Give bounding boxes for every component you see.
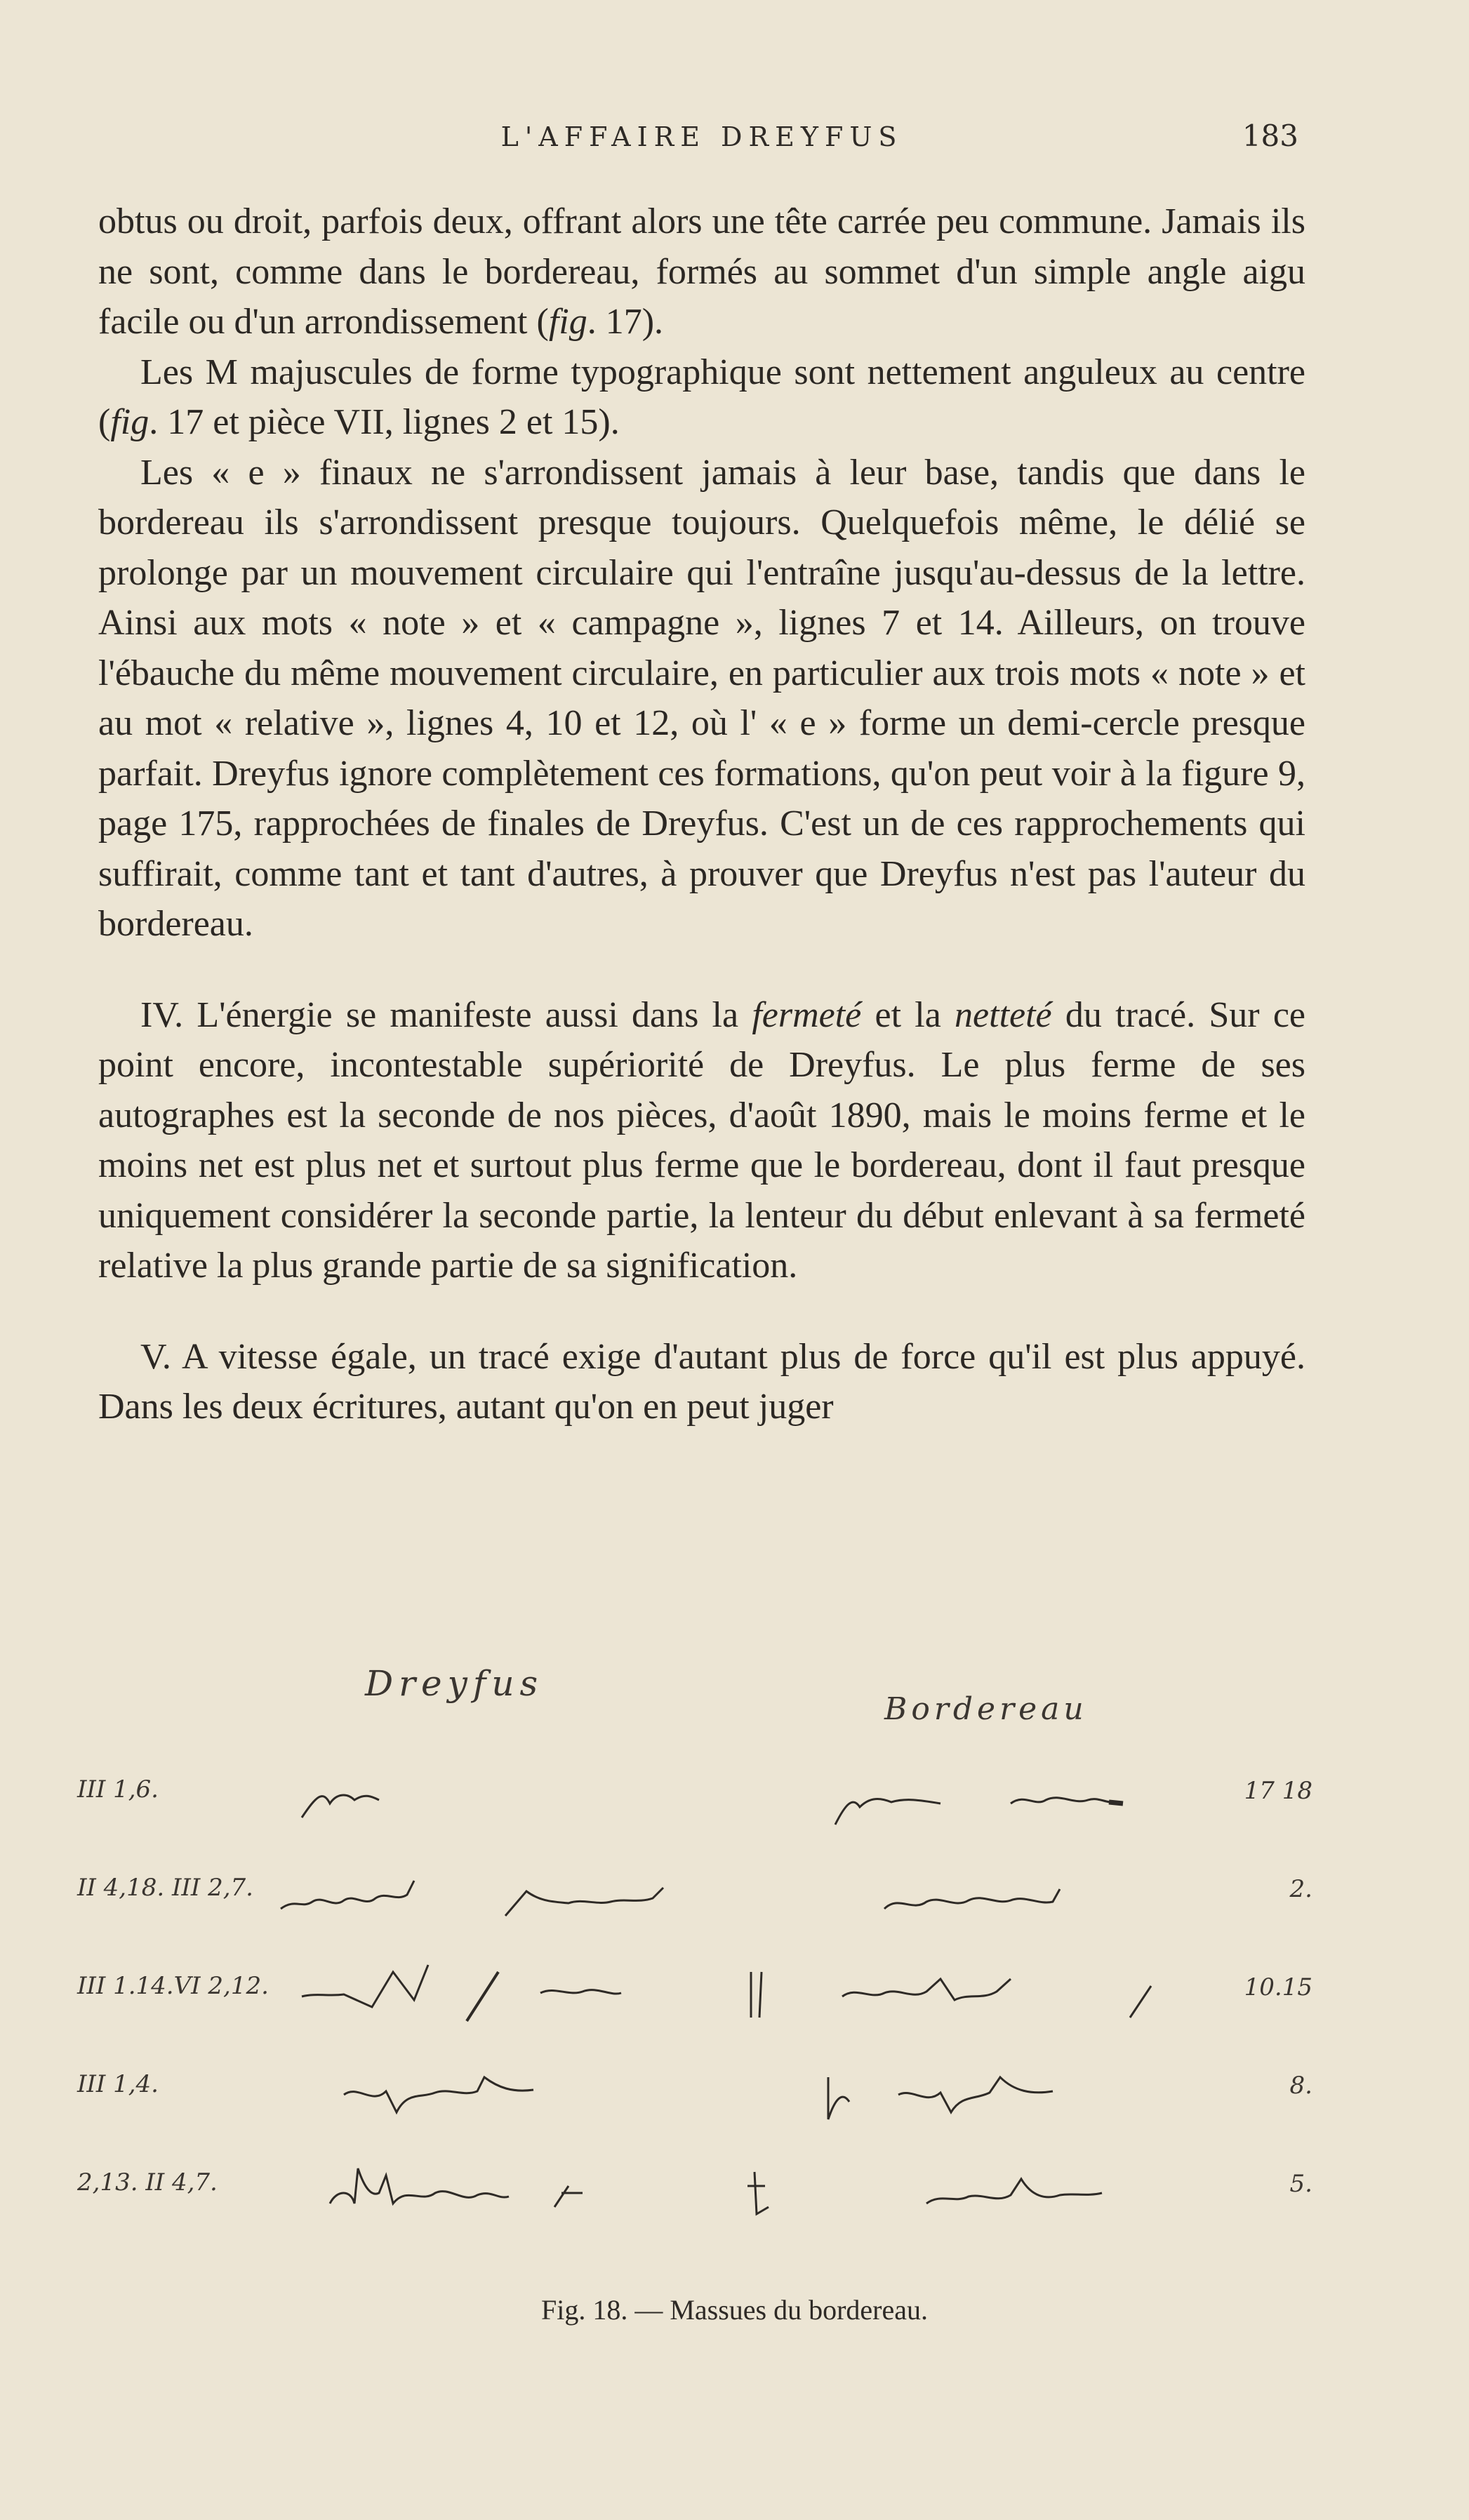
handwriting-sample xyxy=(77,2154,1341,2232)
handwriting-sample xyxy=(77,2056,1341,2133)
running-head xyxy=(98,116,1305,158)
handwriting-sample xyxy=(77,1860,1341,1937)
figure-row xyxy=(77,1761,1341,1839)
row-number: 5. xyxy=(1289,2170,1312,2198)
body-text xyxy=(98,196,1305,1432)
handwriting-sample xyxy=(77,1958,1341,2035)
figure-row xyxy=(77,2154,1341,2232)
paragraph-2: Les M majuscules de forme typographique sont nettement anguleux au centre (fig. 17 et pièce VII, lignes 2 et 15). xyxy=(98,352,1305,442)
row-number: 10.15 xyxy=(1244,1973,1312,2001)
figure-caption: Fig. 18. — Massues du bordereau. xyxy=(540,2294,929,2326)
handwriting-sample xyxy=(77,1761,1341,1839)
row-number: 17 18 xyxy=(1244,1777,1312,1805)
row-reference: II 4,18. III 2,7. xyxy=(77,1874,253,1902)
figure-heading-dreyfus: Dreyfus xyxy=(365,1663,544,1704)
paragraph-4: IV. L'énergie se manifeste aussi dans la fermeté et la netteté du tracé. Sur ce point encore, incontestable supériorité de Dreyfus. Le plus ferme de ses autographes est la seconde de nos pièces, d'août 1890, mais le moins ferme et le moins net est plus net et surtout plus ferme que le bordereau, dont il faut presque uniquement considérer la seconde partie, la lenteur du début enlevant à sa fermeté relative la plus grande partie de sa signification. xyxy=(98,994,1305,1286)
row-number: 8. xyxy=(1289,2072,1312,2100)
row-reference: III 1.14.VI 2,12. xyxy=(77,1972,269,2000)
row-number: 2. xyxy=(1289,1875,1312,1903)
row-reference: III 1,4. xyxy=(77,2070,159,2098)
page-number: 183 xyxy=(1242,119,1298,153)
row-reference: III 1,6. xyxy=(77,1775,159,1804)
row-reference: 2,13. II 4,7. xyxy=(77,2168,218,2196)
figure-row xyxy=(77,1958,1341,2035)
paragraph-5: V. A vitesse égale, un tracé exige d'autant plus de force qu'il est plus appuyé. Dans les deux écritures, autant qu'on en peut juger xyxy=(98,1336,1305,1427)
paragraph-1: obtus ou droit, parfois deux, offrant alors une tête carrée peu commune. Jamais ils ne sont, comme dans le bordereau, formés au sommet d'un simple angle aigu facile ou d'un arrondissement (fig. 17). xyxy=(98,201,1305,342)
paragraph-3: Les « e » finaux ne s'arrondissent jamais à leur base, tandis que dans le bordereau ils s'arrondissent presque toujours. Quelquefois même, le délié se prolonge par un mouvement circulaire qui l'entraîne jusqu'au-dessus de la lettre. Ainsi aux mots « note » et « campagne », lignes 7 et 14. Ailleurs, on trouve l'ébauche du même mouvement circulaire, en particulier aux trois mots « note » et au mot « relative », lignes 4, 10 et 12, où l' « e » forme un demi-cercle presque parfait. Dreyfus ignore complètement ces formations, qu'on peut voir à la figure 9, page 175, rapprochées de finales de Dreyfus. C'est un de ces rapprochements qui suffirait, comme tant et tant d'autres, à prouver que Dreyfus n'est pas l'auteur du bordereau. xyxy=(98,452,1305,944)
figure-heading-bordereau: Bordereau xyxy=(884,1691,1088,1727)
running-title: L'AFFAIRE DREYFUS xyxy=(500,121,903,152)
handwriting-figure xyxy=(77,1656,1341,2323)
figure-row xyxy=(77,1860,1341,1937)
figure-row xyxy=(77,2056,1341,2133)
